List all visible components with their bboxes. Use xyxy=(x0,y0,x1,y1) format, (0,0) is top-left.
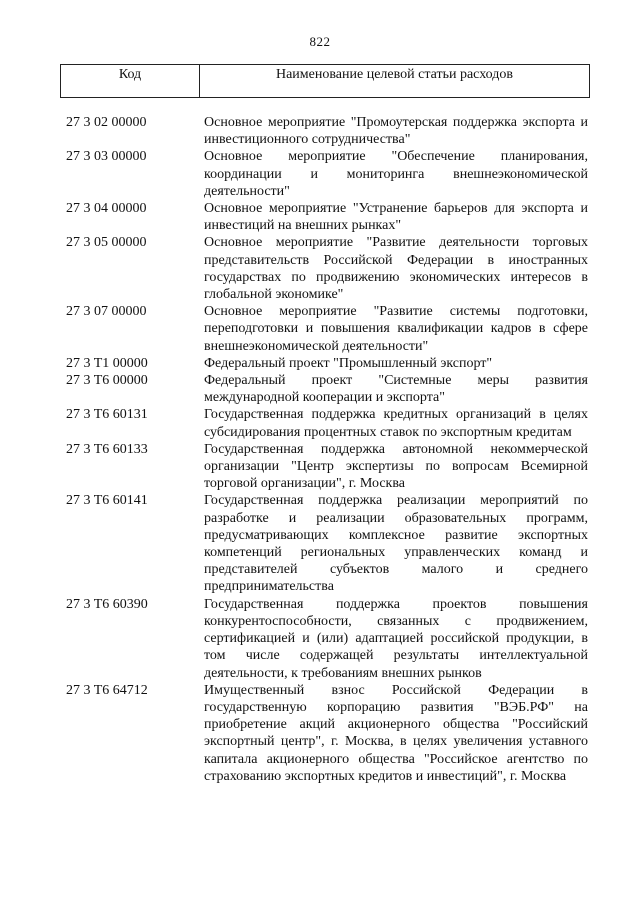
table-header xyxy=(60,64,590,98)
table-row xyxy=(0,441,640,493)
row-code: 27 3 T6 64712 xyxy=(66,682,148,698)
row-name: Государственная поддержка кредитных организаций в целях субсидирования процентных ставок по экспортным кредитам xyxy=(204,407,588,440)
row-name: Федеральный проект "Системные меры развития международной кооперации и экспорта" xyxy=(204,373,588,406)
row-name: Государственная поддержка проектов повышения конкурентоспособности, связанных с продвижением, сертификацией и (или) адаптацией российской продукции, в том числе содержащей результаты интеллектуальной деятельности, к требованиям внешних рынков xyxy=(204,596,588,681)
header-name-label: Наименование целевой статьи расходов xyxy=(275,67,514,82)
row-name: Основное мероприятие "Развитие деятельности торговых представительств Российской Федерации в иностранных государствах по продвижению экономических интересов в глобальной экономике" xyxy=(204,235,588,303)
table-row xyxy=(0,234,640,303)
row-name: Федеральный проект "Промышленный экспорт" xyxy=(204,355,493,371)
table-row xyxy=(0,406,640,440)
table-row xyxy=(0,355,640,372)
table-row xyxy=(0,492,640,595)
page-number: 822 xyxy=(309,34,331,49)
row-name: Государственная поддержка автономной некоммерческой организации "Центр экспертизы по вопросам Всемирной торговой организации", г. Москва xyxy=(204,441,588,492)
row-code: 27 3 07 00000 xyxy=(66,304,147,320)
row-name: Имущественный взнос Российской Федерации в государственную корпорацию развития "ВЭБ.РФ" на приобретение акций акционерного общества "Российский экспортный центр", г. Москва, в целях увеличения уставного капитала акционерного общества "Российское агентство по страхованию экспортных кредитов и инвестиций", г. Москва xyxy=(204,682,588,784)
row-code: 27 3 T6 60131 xyxy=(66,407,148,423)
row-code: 27 3 T6 60390 xyxy=(66,596,148,612)
row-code: 27 3 T6 60133 xyxy=(66,441,148,457)
header-code-label: Код xyxy=(61,65,200,97)
row-name: Основное мероприятие "Промоутерская поддержка экспорта и инвестиционного сотрудничества" xyxy=(204,115,588,148)
row-code: 27 3 T6 00000 xyxy=(66,373,148,389)
row-name: Основное мероприятие "Обеспечение планирования, координации и мониторинга внешнеэкономической деятельности" xyxy=(204,149,588,199)
row-name: Основное мероприятие "Устранение барьеров для экспорта и инвестиций на внешних рынках" xyxy=(204,201,588,234)
row-code: 27 3 T1 00000 xyxy=(66,355,148,371)
row-code: 27 3 02 00000 xyxy=(66,115,147,130)
row-name: Основное мероприятие "Развитие системы подготовки, переподготовки и повышения квалификации кадров в сфере внешнеэкономической деятельности" xyxy=(204,304,588,354)
row-code: 27 3 05 00000 xyxy=(66,235,147,251)
table-row xyxy=(0,200,640,234)
table-row xyxy=(0,596,640,682)
row-name: Государственная поддержка реализации мероприятий по разработке и реализации образовательных программ, предусматривающих комплексное развитие экспортных компетенций региональных управленческих команд и представителей субъектов малого и среднего предпринимательства xyxy=(204,493,588,595)
table-row xyxy=(0,682,640,785)
table-row xyxy=(0,114,640,148)
table-row xyxy=(0,303,640,355)
row-code: 27 3 T6 60141 xyxy=(66,493,148,509)
table-row xyxy=(0,372,640,406)
row-code: 27 3 03 00000 xyxy=(66,149,147,165)
row-code: 27 3 04 00000 xyxy=(66,201,147,217)
table-body xyxy=(0,114,640,785)
table-row xyxy=(0,148,640,200)
